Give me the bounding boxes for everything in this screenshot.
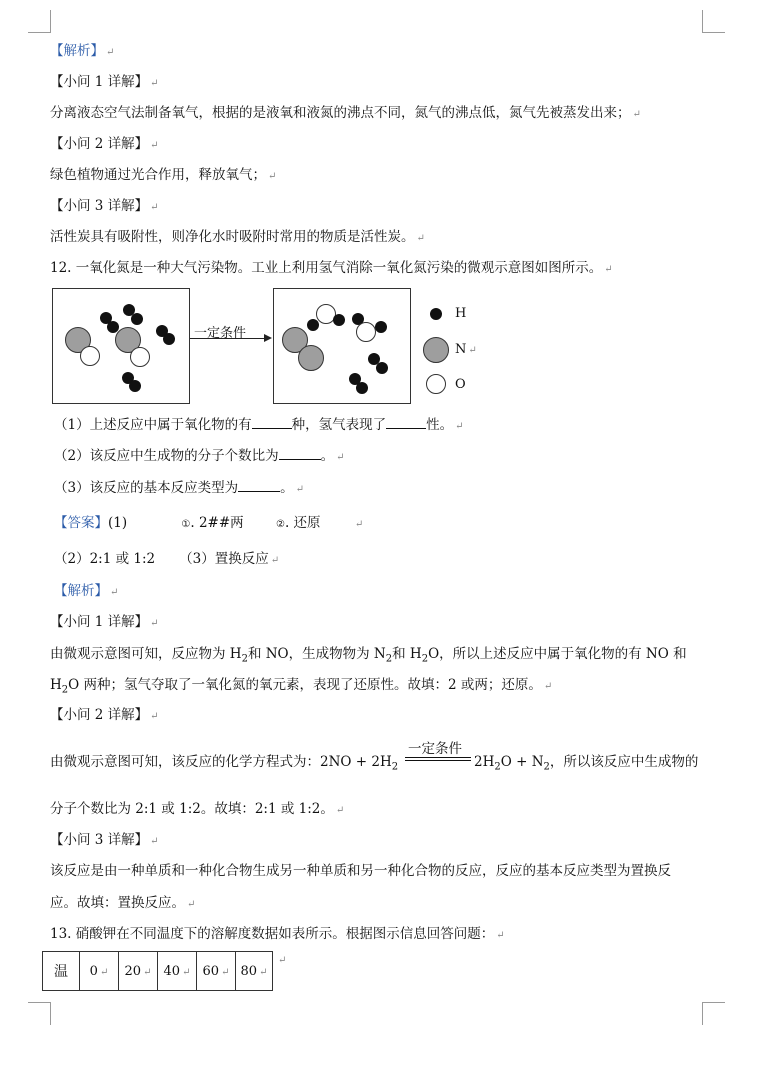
sub-question-2-heading: 【小问 2 详解】 ↵: [50, 136, 159, 152]
equation-condition: 一定条件: [408, 741, 462, 757]
equation-right: $2H_2O + N_2$，所以该反应中生成物的: [474, 754, 699, 773]
question-12-sub-3: （3）该反应的基本反应类型为 。 ↵: [54, 480, 304, 496]
q12-sub-3-text-2: 应。故填：置换反应。 ↵: [50, 895, 196, 911]
h-atom: [131, 313, 143, 325]
table-row: [43, 952, 273, 991]
question-13-stem: 13. 硝酸钾在不同温度下的溶解度数据如表所示。根据图示信息回答问题： ↵: [50, 926, 505, 942]
h-atom: [375, 321, 387, 333]
q12-sub-2-text-2: 分子个数比为 2:1 或 1:2。故填：2:1 或 1:2。 ↵: [50, 801, 345, 817]
arrow-condition-label: 一定条件: [194, 326, 247, 341]
analysis-heading: 【解析】 ↵: [50, 43, 115, 59]
q12-sub-1-heading: 【小问 1 详解】 ↵: [50, 614, 159, 630]
question-12-stem: 12. 一氧化氮是一种大气污染物。工业上利用氢气消除一氧化氮污染的微观示意图如图所示。 ↵: [50, 260, 613, 276]
n-atom: [298, 345, 324, 371]
sub-question-1-heading: 【小问 1 详解】 ↵: [50, 74, 159, 90]
table-cell: 60 ↵: [197, 952, 236, 991]
h-atom: [129, 380, 141, 392]
q12-sub-2-heading: 【小问 2 详解】 ↵: [50, 707, 159, 723]
solubility-table: [42, 951, 273, 991]
h-atom: [307, 319, 319, 331]
equation-equals-sign: [405, 757, 471, 761]
h-atom: [333, 314, 345, 326]
q12-sub-1-text-1: 由微观示意图可知，反应物为 $H_2$和 NO，生成物物为 $N_2$和 $H_2O$，所以上述反应中属于氧化物的有 NO 和: [50, 646, 687, 665]
table-cell: 80 ↵: [236, 952, 273, 991]
legend-o-label: O: [455, 377, 466, 392]
products-box: [273, 288, 411, 404]
legend-h-atom: [430, 308, 442, 320]
reaction-arrow-head: [264, 334, 272, 342]
legend-n-label: N ↵: [455, 342, 477, 357]
q12-sub-1-text-2: $H_2O$ 两种；氢气夺取了一氧化氮的氧元素，表现了还原性。故填：2 或两；还原。 ↵: [50, 677, 553, 696]
equation-left: $2NO + 2H_2$: [320, 754, 399, 773]
q12-sub-3-text-1: 该反应是由一种单质和一种化合物生成另一种单质和另一种化合物的反应，反应的基本反应类型为置换反: [50, 863, 671, 879]
table-cell: 0 ↵: [80, 952, 119, 991]
corner-mark-top-right: [702, 10, 725, 33]
sub-question-1-text: 分离液态空气法制备氧气，根据的是液氧和液氮的沸点不同，氮气的沸点低，氮气先被蒸发出来； ↵: [50, 105, 641, 121]
legend-h-label: H: [455, 306, 467, 321]
table-end-mark: ↵: [278, 955, 287, 966]
corner-mark-bottom-left: [28, 1002, 51, 1025]
sub-question-2-text: 绿色植物通过光合作用，释放氧气； ↵: [50, 167, 277, 183]
reactants-box: [52, 288, 190, 404]
o-atom: [80, 346, 100, 366]
corner-mark-bottom-right: [702, 1002, 725, 1025]
answer-line-2: （2）2:1 或 1:2 （3）置换反应 ↵: [54, 551, 280, 567]
h-atom: [376, 362, 388, 374]
question-12-sub-2: （2）该反应中生成物的分子个数比为 。 ↵: [54, 448, 345, 464]
analysis-heading-q12: 【解析】 ↵: [54, 583, 119, 599]
answer-line-1: 【答案】(1) ①. 2##两 ②. 还原 ↵: [54, 515, 364, 531]
o-atom: [130, 347, 150, 367]
question-12-sub-1: （1）上述反应中属于氧化物的有 种，氢气表现了 性。 ↵: [54, 417, 464, 433]
corner-mark-top-left: [28, 10, 51, 33]
sub-question-3-text: 活性炭具有吸附性，则净化水时吸附时常用的物质是活性炭。 ↵: [50, 229, 425, 245]
h-atom: [163, 333, 175, 345]
legend-n-atom: [423, 337, 449, 363]
sub-question-3-heading: 【小问 3 详解】 ↵: [50, 198, 159, 214]
o-atom: [356, 322, 376, 342]
h-atom: [356, 382, 368, 394]
table-cell: 20 ↵: [119, 952, 158, 991]
q12-sub-2-equation-line: 由微观示意图可知，该反应的化学方程式为：$2NO + 2H_2$: [50, 754, 399, 773]
answer-tag: 【答案】: [54, 515, 108, 531]
q12-sub-3-heading: 【小问 3 详解】 ↵: [50, 832, 159, 848]
legend-o-atom: [426, 374, 446, 394]
table-cell: 40 ↵: [158, 952, 197, 991]
table-cell-label: 温: [43, 952, 80, 991]
